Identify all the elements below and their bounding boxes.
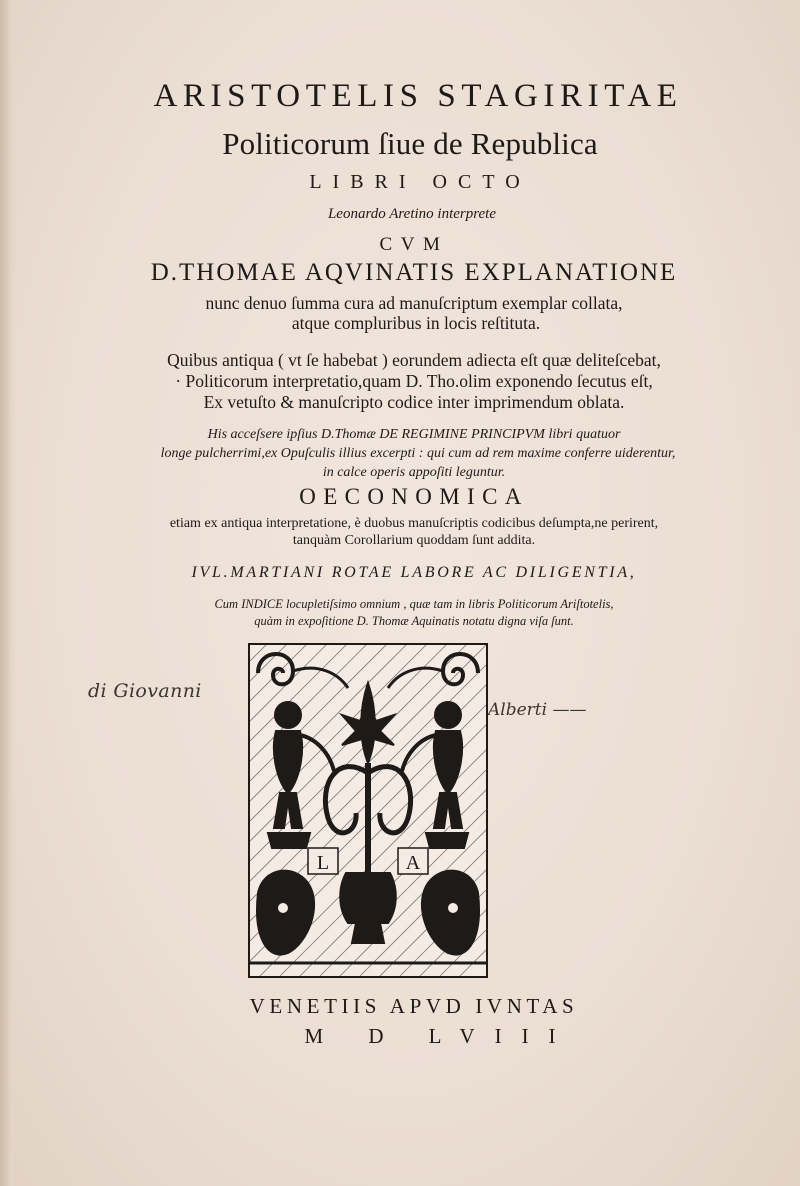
translator-line: Leonardo Aretino interprete [327, 206, 497, 222]
editor-line: IVL.MARTIANI ROTAE LABORE AC DILIGENTIA, [191, 564, 637, 581]
accessere-line-1: His acceſsere ipſius D.Thomæ DE REGIMINE PRINCIPVM libri quatuor [207, 427, 621, 442]
imprint-line: VENETIIS APVD IVNTAS [249, 994, 579, 1018]
handwritten-annotation-right: Alberti —— [488, 700, 587, 720]
accessere-line-2: longe pulcherrimi,ex Opuſculis illius excerpti : qui cum ad rem maxime conferre uiderentur, [160, 446, 676, 461]
paragraph-line-2: · Politicorum interpretatio,quam D. Tho.olim exponendo ſecutus eſt, [175, 371, 653, 391]
description-line-2: atque compluribus in locis reſtituta. [291, 313, 541, 333]
woodcut-letter-l: L [316, 852, 330, 874]
paragraph-line-1: Quibus antiqua ( vt ſe habebat ) eorundem adiecta eſt quæ deliteſcebat, [167, 350, 661, 370]
oeconomica-line-1: etiam ex antiqua interpretatione, è duobus manuſcriptis codicibus deſumpta,ne perirent, [169, 516, 659, 531]
index-line-1: Cum INDICE locupletiſsimo omnium , quæ tam in libris Politicorum Ariſtotelis, [214, 597, 614, 611]
description-line-1: nunc denuo ſumma cura ad manuſcriptum exemplar collata, [205, 293, 623, 313]
oeconomica-heading: OECONOMICA [299, 484, 529, 509]
commentator-line: D.THOMAE AQVINATIS EXPLANATIONE [150, 259, 678, 286]
printers-device-woodcut [248, 643, 488, 978]
cum-line: CVM [379, 234, 449, 255]
books-line: LIBRI OCTO [309, 171, 531, 193]
index-line-2: quàm in expoſitione D. Thomæ Aquinatis notatu digna viſa ſunt. [254, 614, 574, 628]
paragraph-line-3: Ex vetuſto & manuſcripto codice inter imprimendum oblata. [203, 392, 625, 412]
work-title: Politicorum ſiue de Republica [222, 126, 598, 161]
accessere-line-3: in calce operis appoſiti leguntur. [322, 465, 506, 480]
handwritten-annotation-left: di Giovanni [88, 680, 202, 702]
imprint-date: M D LVIII [304, 1024, 576, 1048]
author-line: ARISTOTELIS STAGIRITAE [153, 78, 683, 114]
woodcut-letter-a: A [405, 852, 421, 874]
oeconomica-line-2: tanquàm Corollarium quoddam ſunt addita. [292, 533, 536, 548]
